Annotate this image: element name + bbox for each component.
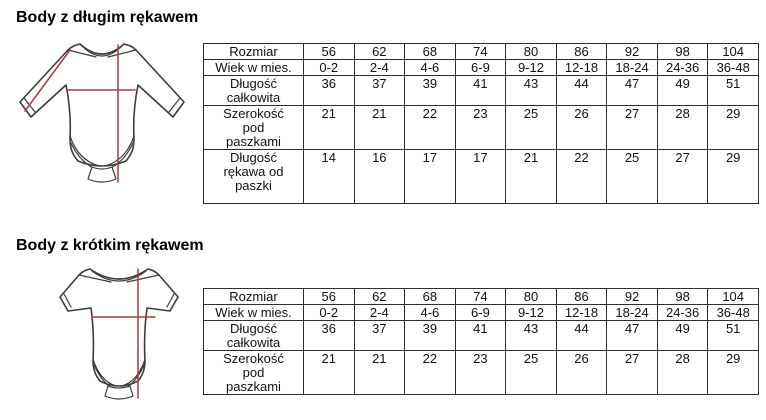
value-cell: 37 [354,76,405,106]
value-cell: 21 [354,106,405,150]
row-label: Szerokość pod paszkami [204,351,304,395]
value-cell: 16 [354,150,405,204]
value-cell: 43 [506,321,557,351]
value-cell: 25 [506,106,557,150]
bodysuit-outline [20,44,184,166]
value-cell: 21 [304,106,355,150]
value-cell: 29 [708,150,759,204]
value-cell: 29 [708,351,759,395]
table-row [204,60,759,76]
value-cell: 56 [304,44,355,60]
value-cell: 22 [405,106,456,150]
row-label: Długość całkowita [204,321,304,351]
size-table-short-sleeve [203,288,759,395]
value-cell: 68 [405,289,456,305]
value-cell: 26 [556,351,607,395]
value-cell: 2-4 [354,305,405,321]
row-label: Szerokość pod paszkami [204,106,304,150]
value-cell: 44 [556,76,607,106]
value-cell: 22 [405,351,456,395]
value-cell: 98 [657,289,708,305]
value-cell: 56 [304,289,355,305]
value-cell: 18-24 [607,305,658,321]
short-sleeve-bodysuit-diagram [52,263,187,403]
value-cell: 62 [354,44,405,60]
section-title-short-sleeve: Body z krótkim rękawem [16,237,204,254]
value-cell: 80 [506,289,557,305]
crotch-snap-flap [88,167,116,182]
table-row [204,76,759,106]
value-cell: 51 [708,76,759,106]
row-label: Rozmiar [204,44,304,60]
value-cell: 39 [405,321,456,351]
value-cell: 2-4 [354,60,405,76]
value-cell: 9-12 [506,305,557,321]
table-row [204,106,759,150]
value-cell: 37 [354,321,405,351]
value-cell: 17 [455,150,506,204]
value-cell: 23 [455,351,506,395]
value-cell: 21 [354,351,405,395]
value-cell: 43 [506,76,557,106]
value-cell: 28 [657,351,708,395]
value-cell: 74 [455,44,506,60]
value-cell: 25 [506,351,557,395]
value-cell: 104 [708,44,759,60]
value-cell: 36-48 [708,305,759,321]
value-cell: 26 [556,106,607,150]
value-cell: 62 [354,289,405,305]
value-cell: 92 [607,44,658,60]
row-label: Rozmiar [204,289,304,305]
value-cell: 41 [455,321,506,351]
value-cell: 24-36 [657,60,708,76]
bodysuit-outline [60,269,178,386]
value-cell: 41 [455,76,506,106]
value-cell: 24-36 [657,305,708,321]
value-cell: 12-18 [556,305,607,321]
table-row [204,44,759,60]
value-cell: 74 [455,289,506,305]
section-title-long-sleeve: Body z długim rękawem [16,9,199,26]
long-sleeve-bodysuit-diagram [2,38,202,190]
table-row [204,150,759,204]
value-cell: 9-12 [506,60,557,76]
value-cell: 68 [405,44,456,60]
value-cell: 44 [556,321,607,351]
value-cell: 23 [455,106,506,150]
value-cell: 25 [607,150,658,204]
value-cell: 47 [607,76,658,106]
size-table-long-sleeve [203,43,759,204]
value-cell: 80 [506,44,557,60]
row-label: Wiek w mies. [204,60,304,76]
value-cell: 17 [405,150,456,204]
table-row [204,289,759,305]
value-cell: 28 [657,106,708,150]
value-cell: 21 [506,150,557,204]
value-cell: 36-48 [708,60,759,76]
value-cell: 6-9 [455,305,506,321]
value-cell: 22 [556,150,607,204]
crotch-snap-flap [105,386,133,399]
value-cell: 4-6 [405,60,456,76]
value-cell: 49 [657,321,708,351]
value-cell: 0-2 [304,305,355,321]
value-cell: 39 [405,76,456,106]
value-cell: 36 [304,321,355,351]
value-cell: 27 [607,106,658,150]
row-label: Długość całkowita [204,76,304,106]
value-cell: 14 [304,150,355,204]
value-cell: 27 [657,150,708,204]
value-cell: 51 [708,321,759,351]
value-cell: 21 [304,351,355,395]
row-label: Wiek w mies. [204,305,304,321]
value-cell: 47 [607,321,658,351]
value-cell: 12-18 [556,60,607,76]
value-cell: 86 [556,289,607,305]
value-cell: 18-24 [607,60,658,76]
value-cell: 49 [657,76,708,106]
table-row [204,351,759,395]
value-cell: 4-6 [405,305,456,321]
value-cell: 29 [708,106,759,150]
value-cell: 27 [607,351,658,395]
value-cell: 6-9 [455,60,506,76]
value-cell: 0-2 [304,60,355,76]
value-cell: 86 [556,44,607,60]
table-row [204,321,759,351]
table-row [204,305,759,321]
value-cell: 104 [708,289,759,305]
value-cell: 92 [607,289,658,305]
value-cell: 98 [657,44,708,60]
row-label: Długość rękawa od paszki [204,150,304,204]
value-cell: 36 [304,76,355,106]
